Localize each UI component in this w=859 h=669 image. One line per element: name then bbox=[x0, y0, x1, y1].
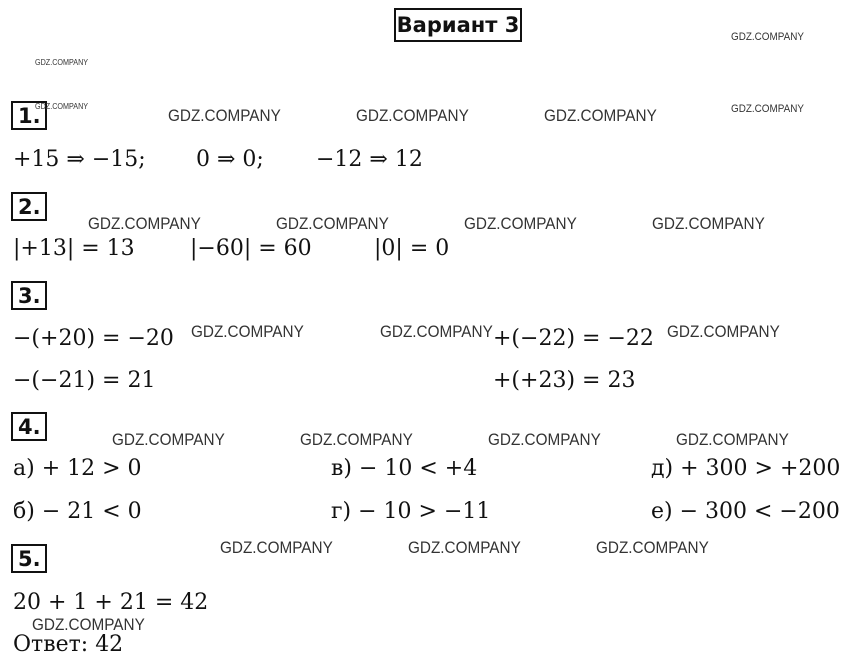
watermark: GDZ.COMPANY bbox=[88, 214, 201, 233]
task-4-item-a: а) + 12 > 0 bbox=[13, 456, 142, 481]
task-2-item-3: |0| = 0 bbox=[374, 236, 450, 261]
watermark: GDZ.COMPANY bbox=[544, 106, 657, 125]
watermark: GDZ.COMPANY bbox=[35, 58, 89, 67]
task-4-number: 4. bbox=[11, 412, 47, 441]
task-3-item-1: −(+20) = −20 bbox=[13, 326, 174, 351]
task-5-answer: Ответ: 42 bbox=[13, 632, 124, 657]
task-4-item-g: г) − 10 > −11 bbox=[331, 499, 491, 524]
watermark: GDZ.COMPANY bbox=[596, 538, 709, 557]
task-3-item-3: −(−21) = 21 bbox=[13, 368, 156, 393]
watermark: GDZ.COMPANY bbox=[408, 538, 521, 557]
watermark: GDZ.COMPANY bbox=[652, 214, 765, 233]
watermark: GDZ.COMPANY bbox=[112, 430, 225, 449]
watermark: GDZ.COMPANY bbox=[464, 214, 577, 233]
task-3-number: 3. bbox=[11, 281, 47, 310]
task-2-item-1: |+13| = 13 bbox=[13, 236, 135, 261]
watermark: GDZ.COMPANY bbox=[32, 615, 145, 634]
watermark: GDZ.COMPANY bbox=[276, 214, 389, 233]
task-1-item-3: −12 ⇒ 12 bbox=[316, 147, 423, 172]
task-4-item-e: е) − 300 < −200 bbox=[651, 499, 840, 524]
watermark: GDZ.COMPANY bbox=[731, 31, 804, 43]
watermark: GDZ.COMPANY bbox=[667, 322, 780, 341]
task-3-item-4: +(+23) = 23 bbox=[493, 368, 636, 393]
watermark: GDZ.COMPANY bbox=[731, 103, 804, 115]
task-2-number: 2. bbox=[11, 192, 47, 221]
task-1-item-2: 0 ⇒ 0; bbox=[196, 147, 264, 172]
task-1-number: 1. bbox=[11, 101, 47, 130]
watermark: GDZ.COMPANY bbox=[300, 430, 413, 449]
task-5-number: 5. bbox=[11, 544, 47, 573]
watermark: GDZ.COMPANY bbox=[220, 538, 333, 557]
watermark: GDZ.COMPANY bbox=[356, 106, 469, 125]
watermark: GDZ.COMPANY bbox=[191, 322, 304, 341]
task-1-item-1: +15 ⇒ −15; bbox=[13, 147, 146, 172]
variant-title: Вариант 3 bbox=[394, 8, 522, 42]
task-5-expression: 20 + 1 + 21 = 42 bbox=[13, 590, 209, 615]
watermark: GDZ.COMPANY bbox=[676, 430, 789, 449]
task-2-item-2: |−60| = 60 bbox=[190, 236, 312, 261]
watermark: GDZ.COMPANY bbox=[488, 430, 601, 449]
watermark: GDZ.COMPANY bbox=[380, 322, 493, 341]
task-4-item-b: б) − 21 < 0 bbox=[13, 499, 142, 524]
task-3-item-2: +(−22) = −22 bbox=[493, 326, 654, 351]
task-4-item-v: в) − 10 < +4 bbox=[331, 456, 478, 481]
task-4-item-d: д) + 300 > +200 bbox=[651, 456, 841, 481]
watermark: GDZ.COMPANY bbox=[35, 102, 89, 111]
watermark: GDZ.COMPANY bbox=[168, 106, 281, 125]
